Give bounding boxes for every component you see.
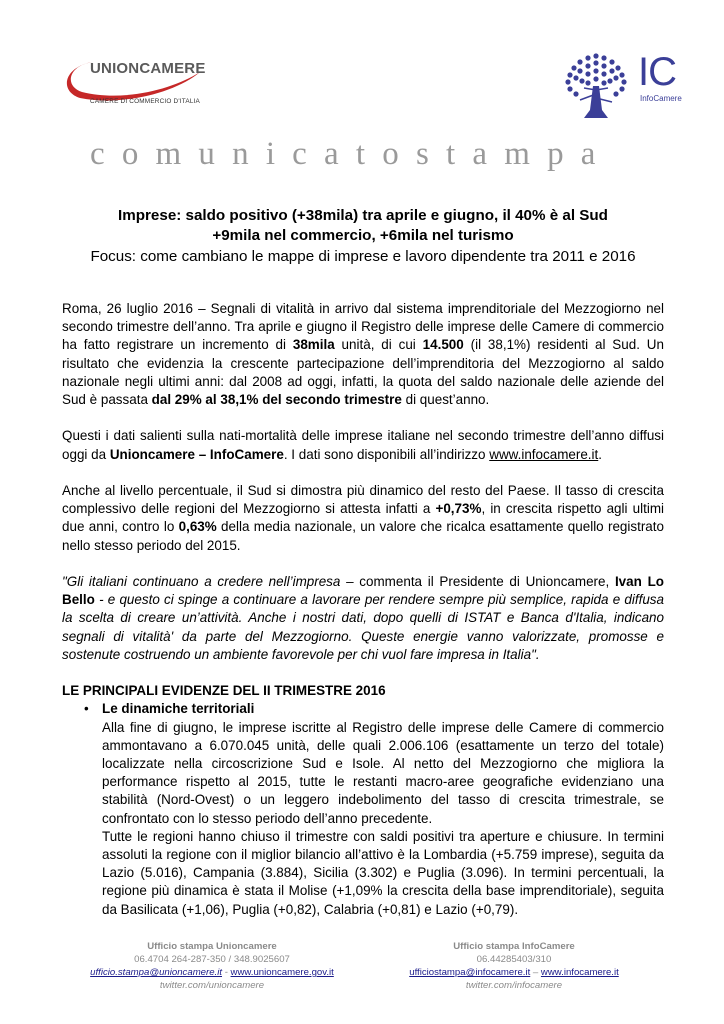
- unioncamere-wordmark: UNIONCAMERE: [90, 60, 206, 77]
- headline-2: +9mila nel commercio, +6mila nel turismo: [212, 227, 514, 244]
- paragraph-percent: Anche al livello percentuale, il Sud si dimostra più dinamico del resto del Paese. Il tasso di crescita complessivo delle regioni del Mezzogiorno si attesta infatti a +0,73%, in crescita rispetto agli ultimi due anni, contro lo 0,63% della media nazionale, un valore che ricalca esattamente quello registrato nello stesso periodo del 2015.: [62, 483, 664, 553]
- infocamere-monogram: IC: [638, 50, 676, 94]
- infocamere-twitter[interactable]: twitter.com/infocamere: [465, 980, 563, 991]
- territorial-paragraph-2: Tutte le regioni hanno chiuso il trimestre con saldi positivi tra aperture e chiusure. In termini assoluti la regione con il miglior bilancio all’attivo è la Lombardia (+5.759 imprese), seguita da Lazio (5.016), Campania (3.884), Sicilia (3.302) e Puglia (3.096). In termini percentuali, la regione più dinamica è stata il Molise (+1,09% la crescita della base imprenditoriale), seguita da Basilicata (+1,06), Puglia (+0,82), Calabria (+0,81) e Lazio (+0,79).: [102, 828, 664, 917]
- press-release-body: [62, 300, 664, 919]
- unioncamere-email-link[interactable]: ufficio.stampa@unioncamere.it: [90, 967, 223, 978]
- footer-unioncamere: Ufficio stampa Unioncamere 06.4704 264-287-350 / 348.9025607 ufficio.stampa@unioncamere.it - www.unioncamere.gov.it twitter.com/unioncamere: [62, 940, 362, 992]
- comunicato-stampa-banner: comunicatostampa: [90, 136, 613, 172]
- infocamere-link[interactable]: www.infocamere.it: [489, 446, 599, 462]
- infocamere-tree-icon: [560, 50, 632, 120]
- infocamere-logo: [560, 50, 680, 120]
- paragraph-intro: Roma, 26 luglio 2016 – Segnali di vitalità in arrivo dal sistema imprenditoriale del Mezzogiorno nel secondo trimestre dell’anno. Tra aprile e giugno il Registro delle imprese delle Camere di commercio ha fatto registrare un incremento di 38mila unità, di cui 14.500 (il 38,1%) residenti al Sud. Un risultato che evidenzia la crescente partecipazione dell’imprenditoria del Mezzogiorno al saldo nazionale negli ultimi anni: dal 2008 ad oggi, infatti, la quota del saldo nazionale delle aziende del Sud è passata dal 29% al 38,1% del secondo trimestre di quest’anno.: [62, 301, 664, 408]
- unioncamere-subtitle: CAMERE DI COMMERCIO D'ITALIA: [90, 98, 201, 105]
- headline-focus: Focus: come cambiano le mappe di imprese e lavoro dipendente tra 2011 e 2016: [90, 248, 636, 265]
- unioncamere-site-link[interactable]: www.unioncamere.gov.it: [230, 967, 334, 978]
- infocamere-site-link[interactable]: www.infocamere.it: [540, 967, 619, 978]
- headline-1: Imprese: saldo positivo (+38mila) tra aprile e giugno, il 40% è al Sud: [118, 207, 608, 224]
- headline-block: [62, 206, 664, 267]
- section-title: LE PRINCIPALI EVIDENZE DEL II TRIMESTRE 2016: [62, 683, 386, 699]
- footer-infocamere: Ufficio stampa InfoCamere 06.44285403/310 ufficiostampa@infocamere.it – www.infocamere.it twitter.com/infocamere: [364, 940, 664, 992]
- unioncamere-logo: [62, 56, 206, 114]
- territorial-paragraph-1: Alla fine di giugno, le imprese iscritte al Registro delle imprese delle Camere di commercio ammontavano a 6.070.045 unità, delle quali 2.006.106 (esattamente un terzo del totale) localizzate nella circoscrizione Sud e Isole. Al netto del Mezzogiorno che migliora la performance rispetto al 2015, tutte le restanti macro-aree geografiche evidenziano una stabilità (Nord-Ovest) o un leggero indebolimento del tasso di crescita trimestrale, se confrontato con lo stesso periodo dell’anno precedente.: [102, 719, 664, 826]
- paragraph-source: Questi i dati salienti sulla nati-mortalità delle imprese italiane nel secondo trimestre dell’anno diffusi oggi da Unioncamere – InfoCamere. I dati sono disponibili all’indirizzo www.infocamere.it.: [62, 428, 664, 462]
- bullet-heading: • Le dinamiche territoriali: [62, 700, 664, 718]
- bullet-icon: •: [84, 701, 89, 717]
- infocamere-name: InfoCamere: [640, 94, 682, 103]
- unioncamere-twitter[interactable]: twitter.com/unioncamere: [159, 980, 265, 991]
- infocamere-email-link[interactable]: ufficiostampa@infocamere.it: [409, 967, 531, 978]
- paragraph-quote: "Gli italiani continuano a credere nell’impresa – commenta il Presidente di Unioncamere, Ivan Lo Bello - e questo ci spinge a continuare a lavorare per rendere sempre più semplice, rapida e diffusa la scelta di creare un’attività. Anche i nostri dati, dopo quelli di ISTAT e Banca d'Italia, indicano segnali di vitalità' da parte del Mezzogiorno. Queste energie vanno valorizzate, promosse e sostenute costruendo un ambiente favorevole per chi vuol fare impresa in Italia".: [62, 574, 664, 662]
